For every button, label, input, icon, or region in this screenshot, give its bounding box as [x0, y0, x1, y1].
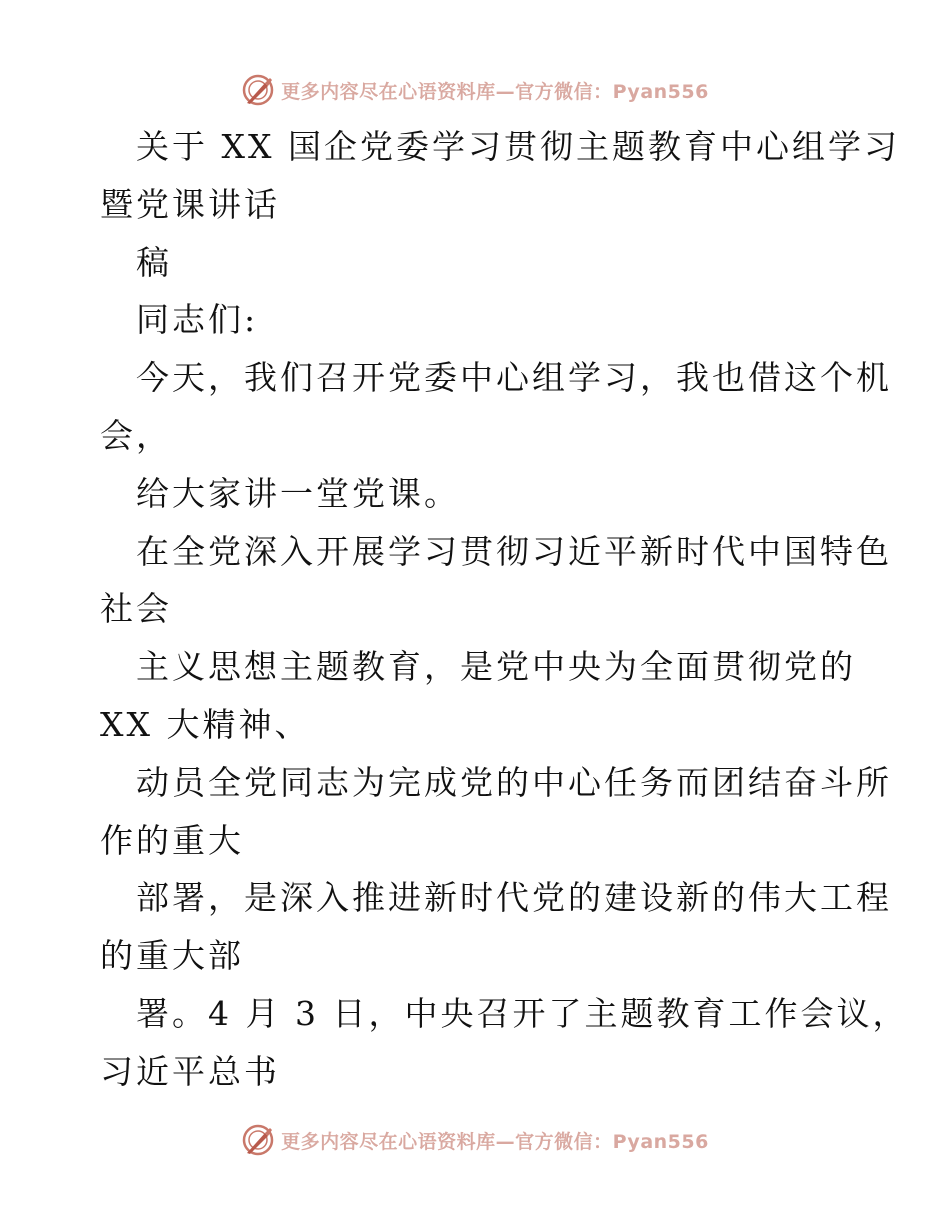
- text-line: 作的重大: [100, 820, 244, 860]
- document-body: [100, 118, 909, 1101]
- watermark-text: 更多内容尽在心语资料库—官方微信：Pyan556: [281, 80, 709, 103]
- pen-logo-icon: [241, 1123, 275, 1157]
- text-line: 关于 XX 国企党委学习贯彻主题教育中心组学习: [136, 127, 900, 166]
- text-line: 社会: [100, 589, 172, 629]
- text-line: 主义思想主题教育，是党中央为全面贯彻党的: [136, 647, 856, 687]
- footer-watermark: [0, 1120, 950, 1160]
- text-line: 会，: [100, 415, 172, 455]
- text-line: 给大家讲一堂党课。: [136, 473, 460, 513]
- text-line: 稿: [136, 242, 172, 282]
- text-line: 习近平总书: [100, 1051, 280, 1091]
- text-line: 今天，我们召开党委中心组学习，我也借这个机: [136, 358, 892, 398]
- header-watermark: [0, 70, 950, 110]
- text-line: 同志们:: [136, 300, 259, 340]
- text-line: 的重大部: [100, 936, 244, 976]
- text-line: 动员全党同志为完成党的中心任务而团结奋斗所: [136, 762, 892, 802]
- text-line: 在全党深入开展学习贯彻习近平新时代中国特色: [136, 531, 892, 571]
- watermark-text: 更多内容尽在心语资料库—官方微信：Pyan556: [281, 1130, 709, 1153]
- text-line: 署。4 月 3 日，中央召开了主题教育工作会议，: [136, 993, 909, 1033]
- text-line: XX 大精神、: [100, 704, 311, 744]
- text-line: 暨党课讲话: [100, 184, 280, 224]
- pen-logo-icon: [241, 73, 275, 107]
- text-line: 部署，是深入推进新时代党的建设新的伟大工程: [136, 878, 892, 918]
